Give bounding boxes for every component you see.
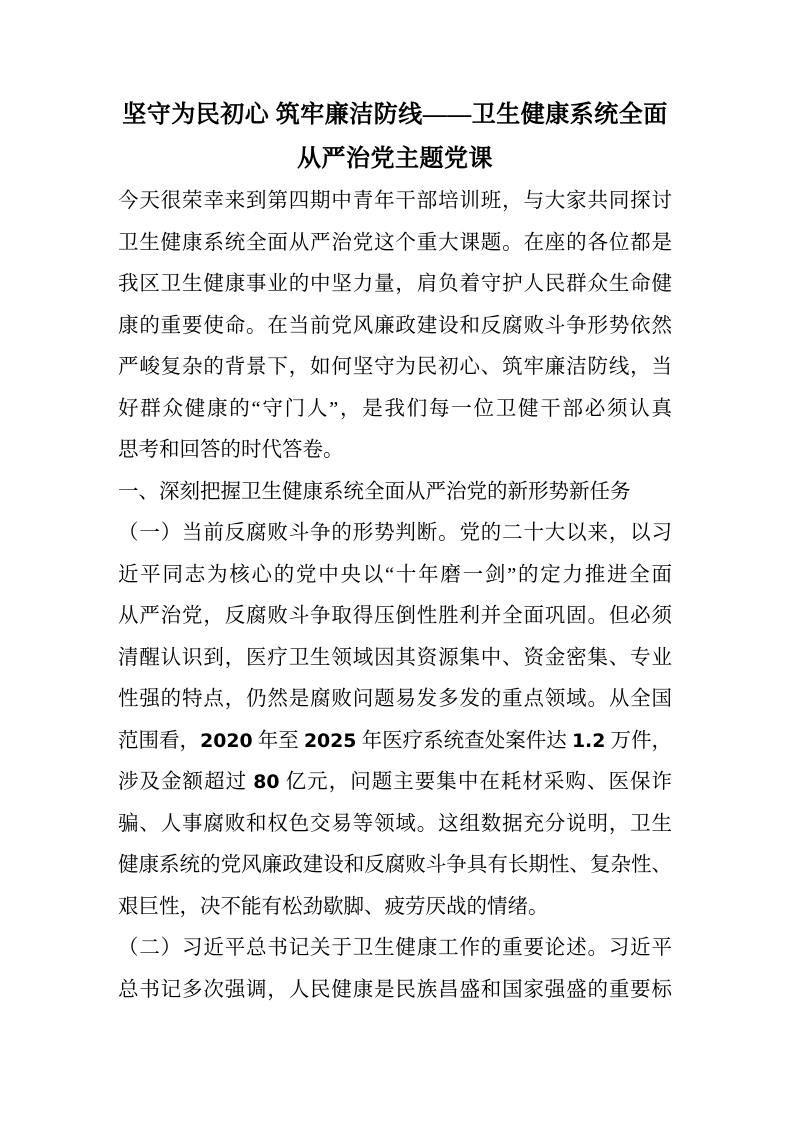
body-text-line: 严峻复杂的背景下，如何坚守为民初心、筑牢廉洁防线，当 (118, 356, 672, 378)
body-text-line: 性强的特点，仍然是腐败问题易发多发的重点领域。从全国 (118, 688, 672, 710)
body-text-line: 清醒认识到，医疗卫生领域因其资源集中、资金密集、专业 (118, 646, 672, 669)
body-text-line: 从严治党，反腐败斗争取得压倒性胜利并全面巩固。但必须 (118, 605, 672, 627)
document-body (118, 181, 672, 1011)
body-text-line: 今天很荣幸来到第四期中青年干部培训班，与大家共同探讨 (118, 190, 672, 212)
body-text-line: 康的重要使命。在当前党风廉政建设和反腐败斗争形势依然 (118, 314, 672, 337)
latin-number: 2020 (200, 729, 253, 752)
title-line-2: 从严治党主题党课 (297, 146, 493, 172)
body-text-line: 艰巨性，决不能有松劲歇脚、疲劳厌战的情绪。 (118, 895, 549, 918)
body-text-line: 健康系统的党风廉政建设和反腐败斗争具有长期性、复杂性、 (118, 854, 672, 876)
body-text-line: 骗、人事腐败和权色交易等领域。这组数据充分说明，卫生 (118, 812, 672, 835)
body-text-line: （一）当前反腐败斗争的形势判断。党的二十大以来，以习 (118, 522, 672, 544)
body-text-line: 涉及金额超过 80 亿元，问题主要集中在耗材采购、医保诈 (118, 771, 672, 793)
document-content (118, 93, 672, 1011)
body-text-line: 近平同志为核心的党中央以“十年磨一剑”的定力推进全面 (118, 563, 672, 586)
title-line-1: 坚守为民初心 筑牢廉洁防线——卫生健康系统全面 (122, 102, 668, 128)
body-text-line: 好群众健康的“守门人”，是我们每一位卫健干部必须认真 (118, 397, 672, 420)
body-text-line: 总书记多次强调，人民健康是民族昌盛和国家强盛的重要标 (118, 978, 672, 1001)
document-title (118, 93, 672, 181)
body-text-line: 我区卫生健康事业的中坚力量，肩负着守护人民群众生命健 (118, 273, 672, 295)
body-text-line: 范围看，2020 年至 2025 年医疗系统查处案件达 1.2 万件， (118, 729, 672, 752)
body-text-line: 卫生健康系统全面从严治党这个重大课题。在座的各位都是 (118, 231, 672, 254)
section-heading: 一、深刻把握卫生健康系统全面从严治党的新形势新任务 (118, 480, 631, 503)
latin-number: 2025 (303, 729, 357, 752)
body-text-line: 思考和回答的时代答卷。 (118, 439, 344, 461)
body-text-line: （二）习近平总书记关于卫生健康工作的重要论述。习近平 (118, 937, 672, 959)
latin-number: 1.2 (571, 729, 606, 752)
latin-number: 80 (253, 771, 280, 793)
